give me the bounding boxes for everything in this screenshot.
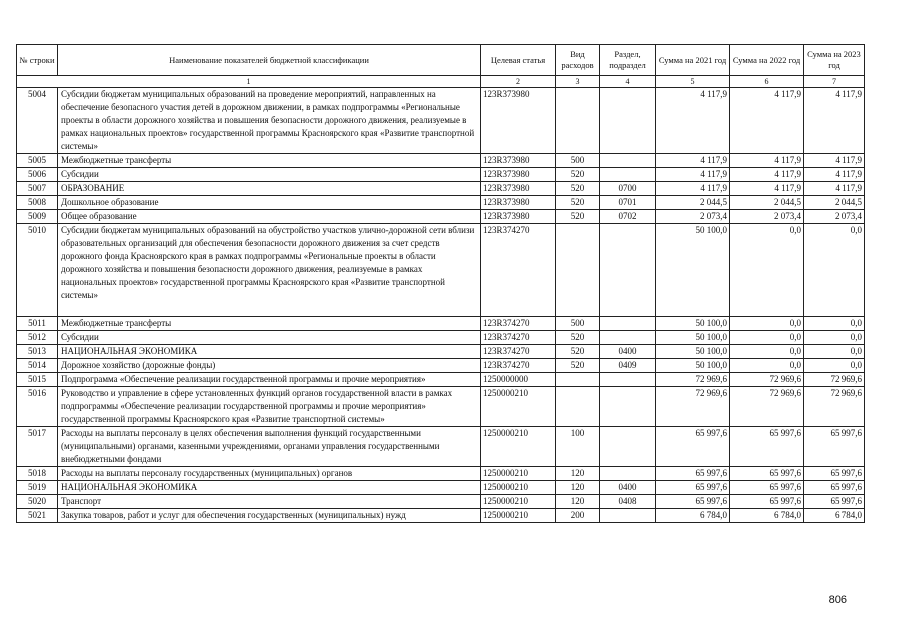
row-sum-2023: 65 997,6	[804, 495, 865, 509]
row-kind: 500	[556, 317, 600, 331]
row-num: 5012	[17, 331, 58, 345]
table-row	[17, 317, 865, 331]
row-target: 123R374270	[481, 359, 556, 373]
row-section	[600, 387, 656, 427]
row-sum-2023: 72 969,6	[804, 387, 865, 427]
row-section: 0408	[600, 495, 656, 509]
row-sum-2021: 65 997,6	[656, 427, 730, 467]
row-num: 5013	[17, 345, 58, 359]
header-row	[17, 45, 865, 76]
row-target: 123R374270	[481, 345, 556, 359]
row-num: 5016	[17, 387, 58, 427]
row-target: 123R373980	[481, 168, 556, 182]
table-row	[17, 387, 865, 427]
row-sum-2021: 50 100,0	[656, 331, 730, 345]
row-num: 5015	[17, 373, 58, 387]
row-num: 5021	[17, 509, 58, 523]
table-row	[17, 196, 865, 210]
row-sum-2021: 50 100,0	[656, 224, 730, 317]
row-sum-2021: 65 997,6	[656, 495, 730, 509]
row-sum-2023: 0,0	[804, 331, 865, 345]
col-number-5: 5	[656, 76, 730, 88]
row-num: 5019	[17, 481, 58, 495]
row-sum-2021: 50 100,0	[656, 317, 730, 331]
row-target: 123R373980	[481, 196, 556, 210]
row-name: Субсидии	[58, 331, 481, 345]
row-name: НАЦИОНАЛЬНАЯ ЭКОНОМИКА	[58, 481, 481, 495]
table-row	[17, 495, 865, 509]
table-row	[17, 224, 865, 317]
row-name: НАЦИОНАЛЬНАЯ ЭКОНОМИКА	[58, 345, 481, 359]
row-target: 1250000210	[481, 509, 556, 523]
row-sum-2021: 4 117,9	[656, 88, 730, 154]
row-target: 123R373980	[481, 182, 556, 196]
row-name: ОБРАЗОВАНИЕ	[58, 182, 481, 196]
row-name: Подпрограмма «Обеспечение реализации государственной программы и прочие мероприятия»	[58, 373, 481, 387]
table-body	[17, 88, 865, 523]
header-num: № строки	[17, 45, 58, 76]
table-row	[17, 182, 865, 196]
row-num: 5011	[17, 317, 58, 331]
row-target: 123R373980	[481, 210, 556, 224]
header-kind: Вид расходов	[556, 45, 600, 76]
table-row	[17, 331, 865, 345]
table-row	[17, 509, 865, 523]
row-sum-2022: 4 117,9	[730, 168, 804, 182]
row-kind: 520	[556, 359, 600, 373]
row-num: 5014	[17, 359, 58, 373]
row-sum-2023: 0,0	[804, 345, 865, 359]
row-section: 0701	[600, 196, 656, 210]
row-num: 5010	[17, 224, 58, 317]
row-name: Субсидии бюджетам муниципальных образований на проведение мероприятий, направленных на обеспечение безопасного участия детей в дорожном движении, в рамках подпрограммы «Региональные проекты в области дорожного хозяйства и повышения безопасности дорожного движения, реализуемые в рамках национальных проектов» государственной программы Красноярского края «Развитие транспортной системы»	[58, 88, 481, 154]
row-target: 1250000210	[481, 467, 556, 481]
budget-table	[16, 44, 865, 523]
row-sum-2021: 6 784,0	[656, 509, 730, 523]
row-sum-2021: 72 969,6	[656, 387, 730, 427]
row-target: 1250000210	[481, 495, 556, 509]
row-section: 0409	[600, 359, 656, 373]
row-sum-2022: 65 997,6	[730, 467, 804, 481]
table-row	[17, 481, 865, 495]
row-section	[600, 88, 656, 154]
row-sum-2021: 2 044,5	[656, 196, 730, 210]
page-number: 806	[828, 594, 847, 606]
row-name: Расходы на выплаты персоналу государственных (муниципальных) органов	[58, 467, 481, 481]
column-number-row	[17, 76, 865, 88]
row-target: 123R373980	[481, 88, 556, 154]
row-section	[600, 331, 656, 345]
col-number-3: 3	[556, 76, 600, 88]
row-target: 1250000000	[481, 373, 556, 387]
row-target: 123R374270	[481, 224, 556, 317]
row-section	[600, 373, 656, 387]
header-section: Раздел, подраздел	[600, 45, 656, 76]
row-name: Межбюджетные трансферты	[58, 317, 481, 331]
table-row	[17, 210, 865, 224]
col-number-7: 7	[804, 76, 865, 88]
row-section: 0702	[600, 210, 656, 224]
col-number-1: 1	[17, 76, 481, 88]
col-number-6: 6	[730, 76, 804, 88]
row-sum-2023: 0,0	[804, 359, 865, 373]
table-row	[17, 88, 865, 154]
table-row	[17, 168, 865, 182]
row-sum-2023: 72 969,6	[804, 373, 865, 387]
row-section: 0700	[600, 182, 656, 196]
row-num: 5008	[17, 196, 58, 210]
row-sum-2022: 72 969,6	[730, 373, 804, 387]
row-name: Руководство и управление в сфере установленных функций органов государственной власти в рамках подпрограммы «Обеспечение реализации государственной программы и прочие мероприятия» государственной программы Красноярского края «Развитие транспортной системы»	[58, 387, 481, 427]
row-kind: 520	[556, 331, 600, 345]
table-row	[17, 154, 865, 168]
row-kind: 200	[556, 509, 600, 523]
row-num: 5017	[17, 427, 58, 467]
row-sum-2022: 72 969,6	[730, 387, 804, 427]
row-kind: 520	[556, 210, 600, 224]
row-kind: 120	[556, 481, 600, 495]
row-name: Субсидии	[58, 168, 481, 182]
row-sum-2021: 72 969,6	[656, 373, 730, 387]
row-sum-2023: 4 117,9	[804, 88, 865, 154]
row-sum-2022: 0,0	[730, 317, 804, 331]
row-sum-2023: 0,0	[804, 317, 865, 331]
table-row	[17, 467, 865, 481]
row-sum-2022: 4 117,9	[730, 88, 804, 154]
row-name: Общее образование	[58, 210, 481, 224]
header-name: Наименование показателей бюджетной классификации	[58, 45, 481, 76]
row-sum-2022: 2 073,4	[730, 210, 804, 224]
row-kind: 520	[556, 168, 600, 182]
row-sum-2023: 2 073,4	[804, 210, 865, 224]
row-section	[600, 317, 656, 331]
row-sum-2022: 65 997,6	[730, 427, 804, 467]
table-row	[17, 345, 865, 359]
row-sum-2021: 50 100,0	[656, 345, 730, 359]
row-target: 123R374270	[481, 317, 556, 331]
col-number-4: 4	[600, 76, 656, 88]
row-target: 1250000210	[481, 387, 556, 427]
row-target: 123R374270	[481, 331, 556, 345]
row-kind: 500	[556, 154, 600, 168]
row-kind	[556, 88, 600, 154]
header-sum-2023: Сумма на 2023 год	[804, 45, 865, 76]
row-num: 5020	[17, 495, 58, 509]
row-kind: 520	[556, 196, 600, 210]
col-number-2: 2	[481, 76, 556, 88]
row-kind	[556, 224, 600, 317]
row-target: 1250000210	[481, 481, 556, 495]
row-section	[600, 168, 656, 182]
header-sum-2021: Сумма на 2021 год	[656, 45, 730, 76]
row-sum-2023: 4 117,9	[804, 168, 865, 182]
row-sum-2022: 65 997,6	[730, 481, 804, 495]
row-sum-2022: 0,0	[730, 345, 804, 359]
row-kind: 520	[556, 345, 600, 359]
row-section	[600, 509, 656, 523]
row-num: 5009	[17, 210, 58, 224]
row-section	[600, 224, 656, 317]
row-sum-2022: 6 784,0	[730, 509, 804, 523]
row-name: Закупка товаров, работ и услуг для обеспечения государственных (муниципальных) нужд	[58, 509, 481, 523]
row-num: 5005	[17, 154, 58, 168]
row-name: Субсидии бюджетам муниципальных образований на обустройство участков улично-дорожной сети вблизи образовательных организаций для обеспечения безопасности дорожного движения за счет средств дорожного фонда Красноярского края в рамках подпрограммы «Региональные проекты в области дорожного хозяйства и повышения безопасности дорожного движения, реализуемые в рамках национальных проектов» государственной программы Красноярского края «Развитие транспортной системы»	[58, 224, 481, 317]
row-section	[600, 427, 656, 467]
row-num: 5018	[17, 467, 58, 481]
row-kind: 120	[556, 467, 600, 481]
row-kind: 120	[556, 495, 600, 509]
row-sum-2023: 2 044,5	[804, 196, 865, 210]
row-kind	[556, 387, 600, 427]
table-row	[17, 373, 865, 387]
row-sum-2022: 0,0	[730, 224, 804, 317]
row-sum-2021: 4 117,9	[656, 168, 730, 182]
row-sum-2022: 0,0	[730, 359, 804, 373]
row-sum-2023: 0,0	[804, 224, 865, 317]
row-sum-2023: 65 997,6	[804, 467, 865, 481]
table-row	[17, 427, 865, 467]
row-name: Транспорт	[58, 495, 481, 509]
header-sum-2022: Сумма на 2022 год	[730, 45, 804, 76]
row-num: 5004	[17, 88, 58, 154]
row-section: 0400	[600, 481, 656, 495]
row-sum-2022: 2 044,5	[730, 196, 804, 210]
row-sum-2023: 4 117,9	[804, 182, 865, 196]
row-section	[600, 154, 656, 168]
row-sum-2023: 65 997,6	[804, 481, 865, 495]
row-section: 0400	[600, 345, 656, 359]
row-sum-2022: 65 997,6	[730, 495, 804, 509]
row-sum-2021: 50 100,0	[656, 359, 730, 373]
row-name: Дорожное хозяйство (дорожные фонды)	[58, 359, 481, 373]
row-sum-2022: 0,0	[730, 331, 804, 345]
row-sum-2021: 2 073,4	[656, 210, 730, 224]
header-target: Целевая статья	[481, 45, 556, 76]
row-name: Межбюджетные трансферты	[58, 154, 481, 168]
table-row	[17, 359, 865, 373]
row-name: Расходы на выплаты персоналу в целях обеспечения выполнения функций государственными (муниципальными) органами, казенными учреждениями, органами управления государственными внебюджетными фондами	[58, 427, 481, 467]
row-sum-2022: 4 117,9	[730, 182, 804, 196]
row-sum-2023: 4 117,9	[804, 154, 865, 168]
row-name: Дошкольное образование	[58, 196, 481, 210]
row-sum-2022: 4 117,9	[730, 154, 804, 168]
row-target: 123R373980	[481, 154, 556, 168]
row-num: 5006	[17, 168, 58, 182]
row-sum-2021: 65 997,6	[656, 481, 730, 495]
row-section	[600, 467, 656, 481]
row-num: 5007	[17, 182, 58, 196]
row-kind	[556, 373, 600, 387]
row-sum-2023: 6 784,0	[804, 509, 865, 523]
row-target: 1250000210	[481, 427, 556, 467]
row-sum-2021: 4 117,9	[656, 182, 730, 196]
budget-table-sheet	[16, 44, 864, 523]
row-sum-2021: 4 117,9	[656, 154, 730, 168]
row-kind: 100	[556, 427, 600, 467]
row-sum-2021: 65 997,6	[656, 467, 730, 481]
row-sum-2023: 65 997,6	[804, 427, 865, 467]
row-kind: 520	[556, 182, 600, 196]
